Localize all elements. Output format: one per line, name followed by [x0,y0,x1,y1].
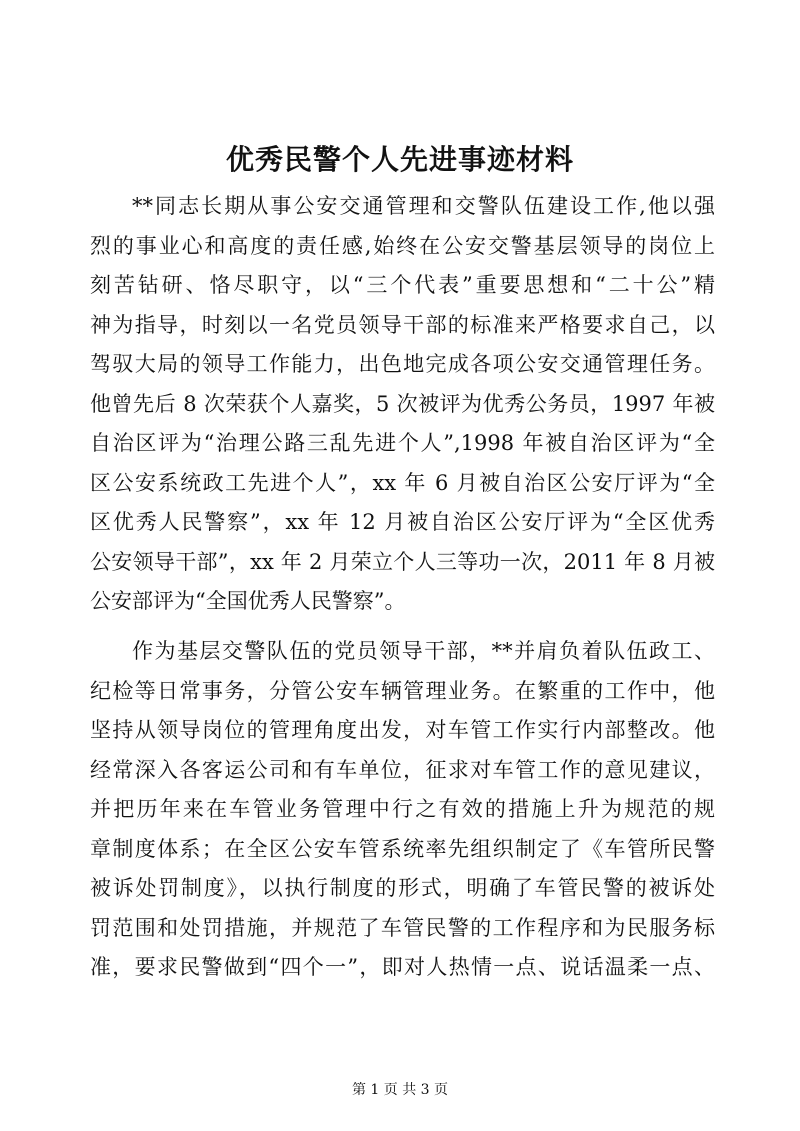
paragraph-line: 作为基层交警队伍的党员领导干部，**并肩负着队伍政工、 [132,639,715,663]
paragraph-line: 被诉处罚制度》，以执行制度的形式，明确了车管民警的被诉处 [90,876,715,900]
paragraph-line: 章制度体系；在全区公安车管系统率先组织制定了《车管所民警 [90,836,715,861]
paragraph-line: 公安部评为“全国优秀人民警察”。 [90,589,406,613]
paragraph-line: 准，要求民警做到“四个一”，即对人热情一点、说话温柔一点、 [90,955,715,979]
paragraph-line: 区优秀人民警察”，xx 年 12 月被自治区公安厅评为“全区优秀 [90,510,715,534]
page-footer: 第 1 页 共 3 页 [351,1082,449,1098]
paragraph-line: **同志长期从事公安交通管理和交警队伍建设工作,他以强 [132,194,715,218]
paragraph-line: 他曾先后 8 次荣获个人嘉奖，5 次被评为优秀公务员，1997 年被 [90,391,715,416]
paragraph-line: 刻苦钻研、恪尽职守，以“三个代表”重要思想和“二十公”精 [90,273,715,297]
paragraph-2 [90,632,715,988]
paragraph-line: 坚持从领导岗位的管理角度出发，对车管工作实行内部整改。他 [90,718,715,742]
paragraph-line: 驾驭大局的领导工作能力，出色地完成各项公安交通管理任务。 [90,352,715,376]
paragraph-line: 神为指导，时刻以一名党员领导干部的标准来严格要求自己，以 [90,312,715,337]
paragraph-1 [90,187,715,622]
paragraph-line: 自治区评为“治理公路三乱先进个人”,1998 年被自治区评为“全 [90,431,715,455]
document-title: 优秀民警个人先进事迹材料 [225,143,574,176]
paragraph-line: 烈的事业心和高度的责任感,始终在公安交警基层领导的岗位上 [90,233,715,258]
paragraph-line: 罚范围和处罚措施，并规范了车管民警的工作程序和为民服务标 [90,915,715,940]
paragraph-line: 区公安系统政工先进个人”，xx 年 6 月被自治区公安厅评为“全 [90,470,715,495]
paragraph-line: 纪检等日常事务，分管公安车辆管理业务。在繁重的工作中，他 [90,678,715,703]
paragraph-line: 公安领导干部”，xx 年 2 月荣立个人三等功一次，2011 年 8 月被 [90,549,715,574]
paragraph-line: 并把历年来在车管业务管理中行之有效的措施上升为规范的规 [90,797,715,821]
paragraph-line: 经常深入各客运公司和有车单位，征求对车管工作的意见建议， [90,757,715,782]
